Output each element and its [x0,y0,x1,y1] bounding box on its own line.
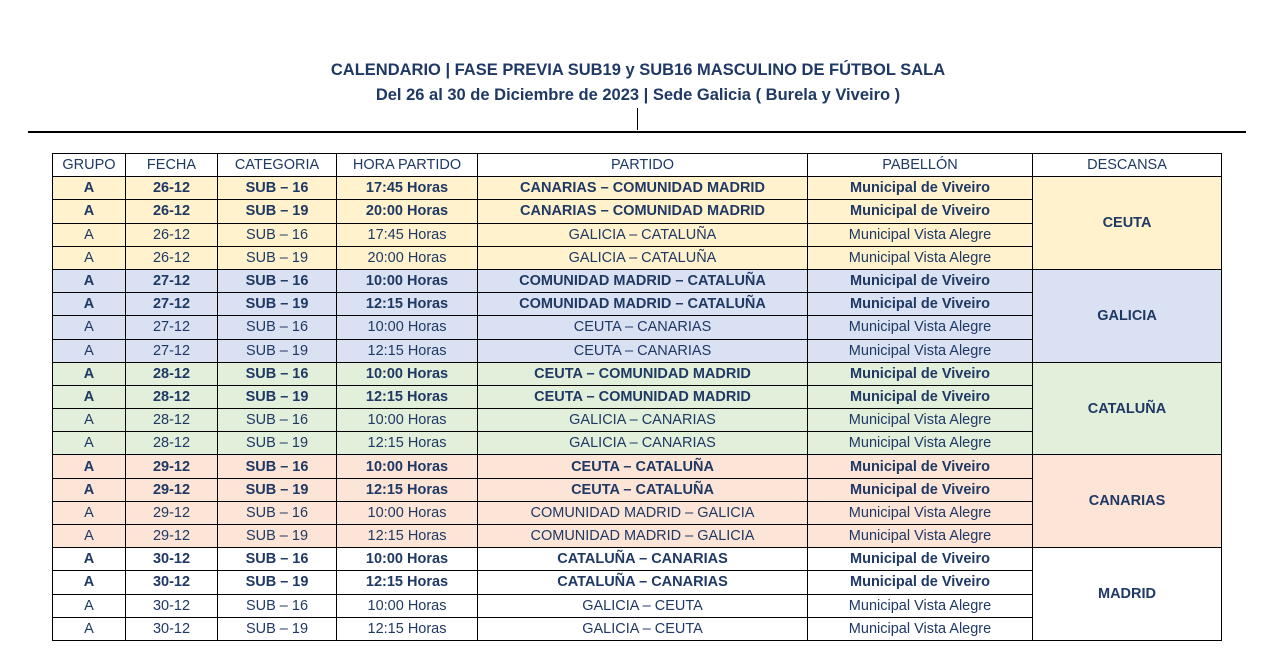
cell-partido: COMUNIDAD MADRID – GALICIA [478,501,808,524]
cell-pabellon: Municipal Vista Alegre [808,316,1033,339]
cell-partido: GALICIA – CANARIAS [478,409,808,432]
cell-categoria: SUB – 19 [218,525,337,548]
cell-grupo: A [53,478,126,501]
cell-grupo: A [53,594,126,617]
cell-grupo: A [53,339,126,362]
cell-fecha: 30-12 [126,548,218,571]
cell-fecha: 26-12 [126,223,218,246]
cell-descansa: GALICIA [1033,269,1222,362]
cell-fecha: 30-12 [126,617,218,640]
cell-partido: GALICIA – CEUTA [478,617,808,640]
cell-partido: CATALUÑA – CANARIAS [478,571,808,594]
cell-hora: 10:00 Horas [337,501,478,524]
cursor-mark [637,108,638,130]
cell-hora: 10:00 Horas [337,548,478,571]
cell-pabellon: Municipal de Viveiro [808,478,1033,501]
cell-fecha: 30-12 [126,594,218,617]
cell-descansa: CANARIAS [1033,455,1222,548]
cell-categoria: SUB – 16 [218,594,337,617]
cell-fecha: 26-12 [126,200,218,223]
cell-pabellon: Municipal de Viveiro [808,177,1033,200]
header-grupo: GRUPO [53,154,126,177]
cell-fecha: 27-12 [126,293,218,316]
cell-partido: CANARIAS – COMUNIDAD MADRID [478,200,808,223]
cell-pabellon: Municipal Vista Alegre [808,339,1033,362]
cell-pabellon: Municipal de Viveiro [808,200,1033,223]
cell-pabellon: Municipal Vista Alegre [808,594,1033,617]
cell-fecha: 26-12 [126,177,218,200]
cell-grupo: A [53,362,126,385]
cell-pabellon: Municipal Vista Alegre [808,246,1033,269]
cell-partido: COMUNIDAD MADRID – CATALUÑA [478,293,808,316]
cell-pabellon: Municipal de Viveiro [808,455,1033,478]
cell-categoria: SUB – 19 [218,385,337,408]
table-row [53,362,1222,385]
cell-partido: CEUTA – CANARIAS [478,316,808,339]
cell-fecha: 28-12 [126,362,218,385]
cell-grupo: A [53,385,126,408]
cell-categoria: SUB – 19 [218,571,337,594]
cell-pabellon: Municipal Vista Alegre [808,525,1033,548]
cell-hora: 12:15 Horas [337,571,478,594]
header-descansa: DESCANSA [1033,154,1222,177]
header-partido: PARTIDO [478,154,808,177]
cell-grupo: A [53,432,126,455]
table-row [53,455,1222,478]
cell-categoria: SUB – 16 [218,548,337,571]
cell-grupo: A [53,501,126,524]
cell-hora: 20:00 Horas [337,246,478,269]
cell-fecha: 27-12 [126,339,218,362]
cell-grupo: A [53,409,126,432]
schedule-body [53,177,1222,641]
cell-pabellon: Municipal Vista Alegre [808,409,1033,432]
cell-descansa: CEUTA [1033,177,1222,270]
cell-categoria: SUB – 19 [218,339,337,362]
cell-fecha: 28-12 [126,432,218,455]
cell-partido: GALICIA – CANARIAS [478,432,808,455]
cell-pabellon: Municipal de Viveiro [808,269,1033,292]
cell-partido: CEUTA – CATALUÑA [478,455,808,478]
schedule-table [52,153,1222,641]
cell-pabellon: Municipal de Viveiro [808,571,1033,594]
cell-categoria: SUB – 16 [218,455,337,478]
cell-grupo: A [53,293,126,316]
cell-descansa: CATALUÑA [1033,362,1222,455]
cell-grupo: A [53,200,126,223]
header-divider [28,131,1246,133]
table-row [53,548,1222,571]
cell-partido: GALICIA – CEUTA [478,594,808,617]
cell-categoria: SUB – 16 [218,362,337,385]
cell-descansa: MADRID [1033,548,1222,641]
cell-pabellon: Municipal Vista Alegre [808,617,1033,640]
cell-hora: 10:00 Horas [337,594,478,617]
cell-hora: 12:15 Horas [337,525,478,548]
cell-hora: 10:00 Horas [337,316,478,339]
cell-partido: CANARIAS – COMUNIDAD MADRID [478,177,808,200]
cell-fecha: 28-12 [126,409,218,432]
cell-pabellon: Municipal de Viveiro [808,385,1033,408]
cell-hora: 10:00 Horas [337,409,478,432]
cell-partido: CEUTA – CANARIAS [478,339,808,362]
cell-pabellon: Municipal Vista Alegre [808,501,1033,524]
cell-partido: CEUTA – COMUNIDAD MADRID [478,362,808,385]
table-row [53,269,1222,292]
cell-pabellon: Municipal de Viveiro [808,293,1033,316]
cell-hora: 10:00 Horas [337,362,478,385]
cell-pabellon: Municipal Vista Alegre [808,223,1033,246]
cell-categoria: SUB – 16 [218,409,337,432]
cell-categoria: SUB – 19 [218,246,337,269]
cell-hora: 17:45 Horas [337,223,478,246]
header-row [53,154,1222,177]
cell-categoria: SUB – 19 [218,200,337,223]
cell-partido: CEUTA – COMUNIDAD MADRID [478,385,808,408]
header-fecha: FECHA [126,154,218,177]
document-subtitle: Del 26 al 30 de Diciembre de 2023 | Sede Galicia ( Burela y Viveiro ) [375,86,901,104]
cell-fecha: 29-12 [126,455,218,478]
cell-hora: 12:15 Horas [337,478,478,501]
cell-fecha: 26-12 [126,246,218,269]
cell-partido: CEUTA – CATALUÑA [478,478,808,501]
cell-partido: CATALUÑA – CANARIAS [478,548,808,571]
cell-grupo: A [53,548,126,571]
cell-grupo: A [53,177,126,200]
header-categoria: CATEGORIA [218,154,337,177]
cell-fecha: 29-12 [126,478,218,501]
cell-categoria: SUB – 16 [218,316,337,339]
cell-partido: GALICIA – CATALUÑA [478,223,808,246]
cell-hora: 12:15 Horas [337,432,478,455]
cell-categoria: SUB – 19 [218,293,337,316]
cell-pabellon: Municipal Vista Alegre [808,432,1033,455]
cell-partido: COMUNIDAD MADRID – CATALUÑA [478,269,808,292]
cell-fecha: 29-12 [126,525,218,548]
cell-pabellon: Municipal de Viveiro [808,362,1033,385]
header-hora-partido: HORA PARTIDO [337,154,478,177]
cell-partido: COMUNIDAD MADRID – GALICIA [478,525,808,548]
cell-partido: GALICIA – CATALUÑA [478,246,808,269]
cell-grupo: A [53,571,126,594]
cell-hora: 20:00 Horas [337,200,478,223]
cell-fecha: 27-12 [126,316,218,339]
cell-fecha: 28-12 [126,385,218,408]
cell-categoria: SUB – 16 [218,269,337,292]
cell-hora: 17:45 Horas [337,177,478,200]
cell-grupo: A [53,269,126,292]
cell-pabellon: Municipal de Viveiro [808,548,1033,571]
cell-hora: 10:00 Horas [337,269,478,292]
cell-fecha: 30-12 [126,571,218,594]
cell-grupo: A [53,525,126,548]
cell-hora: 10:00 Horas [337,455,478,478]
cell-fecha: 29-12 [126,501,218,524]
cell-hora: 12:15 Horas [337,339,478,362]
header-pabellon: PABELLÓN [808,154,1033,177]
cell-categoria: SUB – 19 [218,478,337,501]
cell-grupo: A [53,455,126,478]
cell-hora: 12:15 Horas [337,385,478,408]
cell-grupo: A [53,316,126,339]
table-row [53,177,1222,200]
cell-categoria: SUB – 16 [218,223,337,246]
cell-categoria: SUB – 16 [218,177,337,200]
cell-hora: 12:15 Horas [337,617,478,640]
cell-grupo: A [53,617,126,640]
cell-hora: 12:15 Horas [337,293,478,316]
cell-fecha: 27-12 [126,269,218,292]
cell-grupo: A [53,223,126,246]
cell-grupo: A [53,246,126,269]
document-title: CALENDARIO | FASE PREVIA SUB19 y SUB16 MASCULINO DE FÚTBOL SALA [330,61,946,79]
cell-categoria: SUB – 16 [218,501,337,524]
cell-categoria: SUB – 19 [218,617,337,640]
cell-categoria: SUB – 19 [218,432,337,455]
